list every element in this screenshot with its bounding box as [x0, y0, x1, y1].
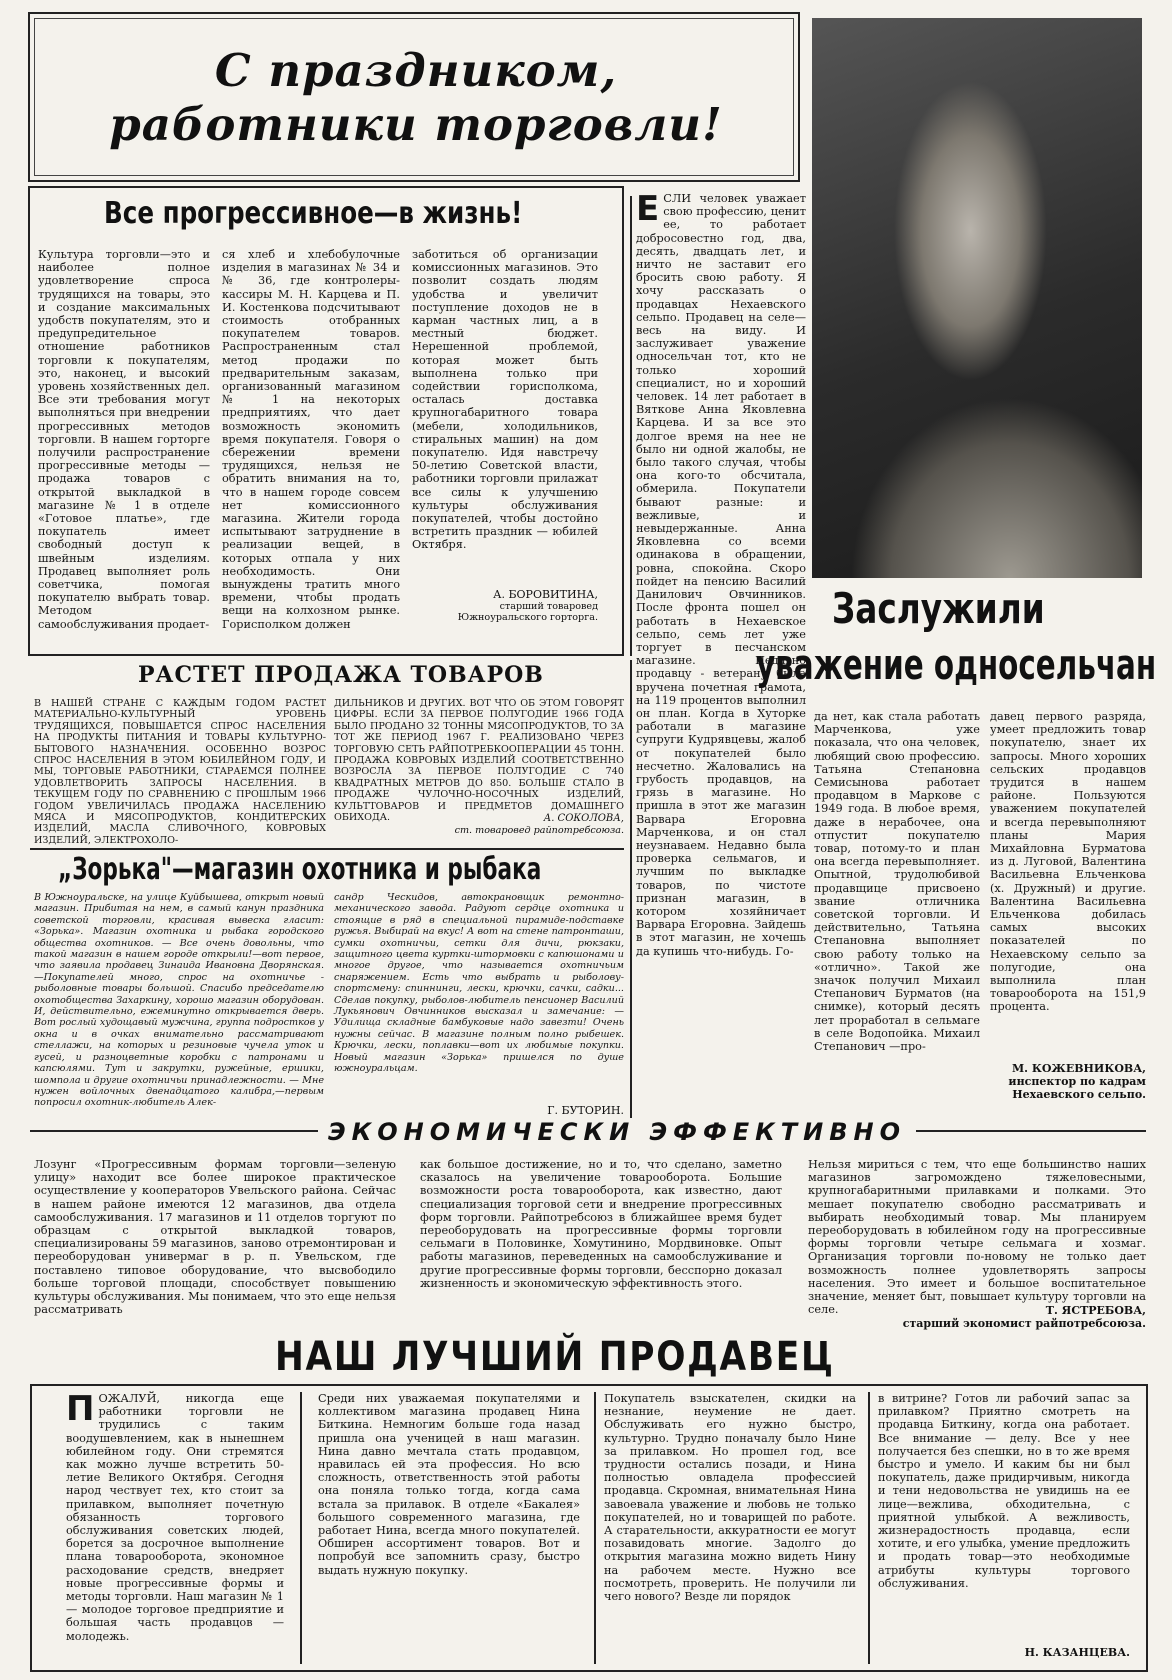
article-respect-headline-line1: Заслужили	[832, 584, 1045, 633]
article-progressive-col1: Культура торговли—это и наиболее полное удовлетворение спроса трудящихся на товары, это и создание максимальных удобств покупателям, это и предупредительное отношение работников торговли к покупателям, это, наконец, и высокий уровень хозяйственных дел. Все эти требования могут выполняться при внедрении прогрессивных методов торговли. В нашем горторге получили распространение прогрессивные методы — продажа товаров с открытой выкладкой в магазине № 1 в отделе «Готовое платье», где покупатель имеет свободный доступ к швейным изделиям. Продавец выполняет роль советчика, помогая покупателю выбрать товар. Методом самообслуживания продает-	[38, 248, 210, 631]
article-respect-col1-text: СЛИ человек уважает свою профессию, ценит ее, то работает добросовестно год, два, десять, двадцать лет, и ничто не заставит его бросить свою работу. Я хочу рассказать о продавцах Нехаевского сельпо. Продавец на селе—весь на виду. И заслуживает уважение односельчан тот, кто не только хороший специалист, но и хороший человек. 14 лет работает в Вяткове Анна Яковлевна Карцева. И за все это долгое время на нее не было ни одной жалобы, не было такого случая, чтобы она кого-то обсчитала, обмерила. Покупатели бывают разные: и вежливые, и невыдержанные. Анна Яковлевна со всеми одинакова в обращении, ровна, спокойна. Скоро пойдет на пенсию Василий Данилович Овчинников. После фронта пошел он работать в Нехаевское сельпо, семь лет уже торгует в песчанском магазине. Недавно продавцу - ветерану была вручена почетная грамота, на 119 процентов выполнил он план. Когда в Хуторке работали в магазине супруги Кудрявцевы, жалоб от покупателей было несчетно. Жаловались на грубость продавцов, на грязь в магазине. Но пришла в этот же магазин Варвара Егоровна Марченкова, и он стал неузнаваем. Недавно была проверка сельмагов, и лучшим по выкладке товаров, по чистоте признан магазин, в котором хозяйничает Варвара Егоровна. Зайдешь в этот магазин, не хочешь да купишь что-нибудь. Го-	[636, 192, 806, 958]
article-respect-col2: да нет, как стала работать Марченкова, уже показала, что она человек, любящий свою профессию. Татьяна Степановна Семисынова работает продавцом в Маркове с 1949 года. В любое время, даже в нерабочее, она отпустит покупателю товар, потому-то и план она всегда перевыполняет. Опытной, трудолюбивой продавщице присвоено звание отличника советской торговли. И действительно, Татьяна Степановна выполняет свою работу только на «отлично». Такой же значок получил Михаил Степанович Бурматов (на снимке), который десять лет проработал в сельмаге в селе Водопойка. Михаил Степанович —про-	[814, 710, 980, 1054]
seller-col-divider-2	[594, 1392, 596, 1664]
signature-position: старший товаровед Южноуральского горторга.	[457, 601, 598, 624]
signature-position: старший экономист райпотребсоюза.	[902, 1317, 1146, 1330]
article-respect-headline-line2: уважение односельчан	[756, 640, 1157, 689]
article-respect-signature	[960, 1062, 1146, 1101]
article-seller-col1-text: ОЖАЛУЙ, никогда еще работники торговли не трудились с таким воодушевлением, как в нынешнем юбилейном году. Они стремятся как можно лучше встретить 50-летие Великого Октября. Сегодня народ чествует тех, кто стоит за прилавком, выполняет почетную обязанность торгового обслуживания советских людей, борется за досрочное выполнение плана товарооборота, экономное расходование средств, внедряет новые прогрессивные формы и методы торговли. Наш магазин № 1 — молодое торговое предприятие и большая часть продавцов — молодежь.	[66, 1392, 284, 1643]
signature-name: Т. ЯСТРЕБОВА,	[1045, 1304, 1146, 1317]
article-economy-col3: Нельзя мириться с тем, что еще большинство наших магазинов загромождено тяжеловесными, крупногабаритными прилавками и полками. Это мешает покупателю свободно рассматривать и выбирать необходимый товар. Мы планируем переоборудовать в юбилейном году на прогрессивные формы торговли четыре сельмага и хозмаг. Организация торговли по-новому не только дает возможность полнее удовлетворять запросы населения. Это имеет и большое воспитательное значение, меняет быт, повышает культуру торговли на селе.	[808, 1158, 1146, 1317]
article-progressive-col2: ся хлеб и хлебобулочные изделия в магазинах № 34 и № 36, где контролеры-кассиры М. Н. Карцева и П. И. Костенкова подсчитывают стоимость отобранных покупателем товаров. Распространенным стал метод продажи по предварительным заказам, организованный магазином № 1 на некоторых предприятиях, что дает возможность экономить время покупателя. Говоря о сбережении времени трудящихся, нельзя не обратить внимания на то, что в нашем городе совсем нет комиссионного магазина. Жители города испытывают затруднение в реализации вещей, в которых отпала у них необходимость. Они вынуждены тратить много времени, чтобы продать вещи на колхозном рынке. Горисполком должен	[222, 248, 400, 631]
article-zorka-signature: Г. БУТОРИН.	[547, 1104, 624, 1117]
seller-col-divider-1	[300, 1392, 302, 1664]
article-seller-headline: НАШ ЛУЧШИЙ ПРОДАВЕЦ	[275, 1334, 835, 1380]
article-seller-col4: в витрине? Готов ли рабочий запас за прилавком? Приятно смотреть на продавца Биткину, когда она работает. Все внимание — делу. Все у нее получается без спешки, но в то же время быстро и умело. И каким бы ни был покупатель, даже придирчивым, никогда и тени недовольства не увидишь на ее лице—вежлива, обходительна, с приятной улыбкой. А вежливость, жизнерадостность продавца, если хотите, и его улыбка, умение предложить и продать товар—это необходимые атрибуты культуры торгового обслуживания.	[878, 1392, 1130, 1590]
divider-vertical-top	[630, 196, 632, 656]
article-zorka-col1: В Южноуральске, на улице Куйбышева, открыт новый магазин. Прибитая на нем, в самый канун праздника советской торговли, красивая вывеска гласит: «Зорька». Магазин охотника и рыбака городского общества охотников. — Все очень довольны, что такой магазин в нашем городе открыли!—вот первое, что заявила продавец Зинаида Ивановна Дворянская.—Покупателей много, спрос на охотничье - рыболовные товары большой. Спасибо председателю охотобщества Захаркину, хорошо магазин оборудован. И, действительно, ежеминутно открывается дверь. Вот рослый худощавый мужчина, группа подростков у окна и в очках внимательно рассматривают стеллажи, на которых и резиновые чучела уток и гусей, и разноцветные коробки с патронами и капсюлями. Тут и закрутки, ружейные, ершики, шомпола и другие охотничьи принадлежности. — Мне нужен войлочных двенадцатого калибра,—первым попросил охотник-любитель Алек-	[34, 892, 324, 1109]
article-zorka-col2: сандр Ческидов, автокрановщик ремонтно-механического завода. Радуют сердце охотника и стоящие в ряд в специальной пирамиде-подставке ружья. Выбирай на вкус! А вот на стене патронташи, сумки охотничьи, сетки для дичи, рюкзаки, защитного цвета куртки-штормовки с капюшонами и многое другое, что называется охотничьим снаряжением. Есть что выбрать и рыболову-спортсмену: спиннинги, лески, крючки, сачки, садки... Сделав покупку, рыболов-любитель пенсионер Василий Лукьянович Овчинников высказал и замечание: — Удилища складные бамбуковые надо завезти! Очень нужны сейчас. В магазине полным полно рыбешек. Крючки, лески, поплавки—вот их любимые покупки. Новый магазин «Зорька» пришелся по душе южноуральцам.	[334, 892, 624, 1075]
signature-name: М. КОЖЕВНИКОВА,	[1012, 1062, 1146, 1075]
seller-col-divider-3	[868, 1392, 870, 1664]
article-respect-col3: давец первого разряда, умеет предложить товар покупателю, знает их запросы. Много хороших сельских продавцов трудится в нашем районе. Пользуются уважением покупателей и всегда перевыполняют планы Мария Михайловна Бурматова из д. Луговой, Валентина Васильевна Ельченкова (х. Дружный) и другие. Валентина Васильевна Ельченкова добилась самых высоких показателей по Нехаевскому сельпо за полугодие, она выполнила план товарооборота на 151,9 процента.	[990, 710, 1146, 1014]
article-progressive-headline: Все прогрессивное—в жизнь!	[104, 196, 523, 231]
article-economy-col2: как большое достижение, но и то, что сделано, заметно сказалось на увеличение товарооборота. Большие возможности роста товарооборота, как известно, дают специализация торговой сети и внедрение прогрессивных форм торговли. Райпотребсоюз в ближайшее время будет переоборудовать на прогрессивные формы торговли сельмаги в Половинке, Хомутинино, Мордвиновке. Опыт работы магазинов, переведенных на самообслуживание и другие прогрессивные формы торговли, бесспорно доказал жизненность и экономическую эффективность этого.	[420, 1158, 782, 1290]
header-title-line2: работники торговли!	[109, 98, 723, 151]
article-seller-col1	[66, 1389, 284, 1664]
article-progressive-signature	[412, 588, 598, 624]
article-economy-col1: Лозунг «Прогрессивным формам торговли—зеленую улицу» находит все более широкое практическое осуществление у кооператоров Увельского района. Сейчас в нашем районе имеются 12 магазинов, два отдела самообслуживания. 17 магазинов и 11 отделов торгуют по образцам с открытой выкладкой товаров, специализированы 59 магазинов, заново отремонтирован и переоборудован универмаг в р. п. Увельском, где поставлено типовое оборудование, что высвободило больше торговой площади, способствует повышению культуры обслуживания. Мы понимаем, что это еще нельзя рассматривать	[34, 1158, 396, 1317]
article-sales-col2: ДИЛЬНИКОВ И ДРУГИХ. ВОТ ЧТО ОБ ЭТОМ ГОВОРЯТ ЦИФРЫ. ЕСЛИ ЗА ПЕРВОЕ ПОЛУГОДИЕ 1966 ГОДА БЫЛО ПРОДАНО 32 ТОННЫ МЯСОПРОДУКТОВ, ТО ЗА ТОТ ЖЕ ПЕРИОД 1967 Г. РЕАЛИЗОВАНО ЧЕРЕЗ ТОРГОВУЮ СЕТЬ РАЙПОТРЕБКООПЕРАЦИИ 45 ТОНН. ПРОДАЖА КОВРОВЫХ ИЗДЕЛИЙ СООТВЕТСТВЕННО ВОЗРОСЛА ЗА ПЕРВОЕ ПОЛУГОДИЕ С 740 КВАДРАТНЫХ МЕТРОВ ДО 850. БОЛЬШЕ СТАЛО В ПРОДАЖЕ ЧУЛОЧНО-НОСОЧНЫХ ИЗДЕЛИЙ, КУЛЬТТОВАРОВ И ПРЕДМЕТОВ ДОМАШНЕГО ОБИХОДА.	[334, 698, 624, 824]
header-title-line1: С праздником,	[214, 44, 618, 97]
article-seller-col3: Покупатель взыскателен, скидки на незнание, неумение не дает. Обслуживать его нужно быстро, культурно. Трудно поначалу было Нине за прилавком. Но прошел год, все трудности остались позади, и Нина полностью овладела профессией продавца. Скромная, внимательная Нина завоевала уважение и любовь не только покупателей, но и товарищей по работе. А старательности, аккуратности ее могут позавидовать многие. Задолго до открытия магазина можно видеть Нину на рабочем месте. Нужно все посмотреть, проверить. Не получили ли чего нового? Везде ли порядок	[604, 1392, 856, 1604]
article-sales-headline: РАСТЕТ ПРОДАЖА ТОВАРОВ	[138, 662, 544, 688]
article-economy-signature	[860, 1304, 1146, 1330]
signature-position: инспектор по кадрам Нехаевского сельпо.	[1008, 1075, 1146, 1101]
divider-sales	[30, 848, 624, 850]
article-economy-headline: ЭКОНОМИЧЕСКИ ЭФФЕКТИВНО	[318, 1118, 916, 1146]
article-zorka-headline: „Зорька"—магазин охотника и рыбака	[58, 852, 542, 887]
dropcap-letter: П	[66, 1389, 95, 1429]
signature-name: А. СОКОЛОВА,	[543, 813, 624, 824]
header-banner	[28, 12, 800, 182]
dropcap-letter: Е	[636, 189, 660, 229]
divider-vertical-left	[630, 660, 632, 1126]
signature-name: А. БОРОВИТИНА,	[493, 588, 598, 601]
article-sales-signature	[400, 812, 624, 836]
portrait-photo	[812, 18, 1142, 578]
article-seller-col2: Среди них уважаемая покупателями и коллективом магазина продавец Нина Биткина. Немногим больше года назад пришла она ученицей в наш магазин. Нина давно мечтала стать продавцом, нравилась ей эта профессия. Но всю сложность, ответственность этой работы она поняла только тогда, когда сама встала за прилавок. В отделе «Бакалея» большого современного магазина, где работает Нина, всегда много покупателей. Обширен ассортимент товаров. Вот и попробуй все запомнить сразу, быстро выдать нужную покупку.	[318, 1392, 580, 1577]
article-sales-col1: В НАШЕЙ СТРАНЕ С КАЖДЫМ ГОДОМ РАСТЕТ МАТЕРИАЛЬНО-КУЛЬТУРНЫЙ УРОВЕНЬ ТРУДЯЩИХСЯ, ПОВЫШАЕТСЯ СПРОС НАСЕЛЕНИЯ НА ПРОДУКТЫ ПИТАНИЯ И ТОВАРЫ КУЛЬТУРНО-БЫТОВОГО НАЗНАЧЕНИЯ. ОСОБЕННО ВОЗРОС СПРОС НАСЕЛЕНИЯ В ЭТОМ ЮБИЛЕЙНОМ ГОДУ, И МЫ, ТОРГОВЫЕ РАБОТНИКИ, СТАРАЕМСЯ ПОЛНЕЕ УДОВЛЕТВОРИТЬ ЗАПРОСЫ НАСЕЛЕНИЯ. В ТЕКУЩЕМ ГОДУ ПО СРАВНЕНИЮ С ПРОШЛЫМ 1966 ГОДОМ УВЕЛИЧИЛАСЬ ПРОДАЖА НАСЕЛЕНИЮ МЯСА И МЯСОПРОДУКТОВ, КОНДИТЕРСКИХ ИЗДЕЛИЙ, МАСЛА СЛИВОЧНОГО, КОВРОВЫХ ИЗДЕЛИЙ, ЭЛЕКТРОХОЛО-	[34, 698, 326, 846]
article-seller-signature: Н. КАЗАНЦЕВА.	[1024, 1646, 1130, 1659]
signature-position: ст. товаровед райпотребсоюза.	[454, 825, 624, 836]
article-progressive-col3: заботиться об организации комиссионных магазинов. Это позволит создать людям удобства и увеличит поступление доходов не в карман частных лиц, а в местный бюджет. Нерешенной проблемой, которая может быть выполнена только при содействии горисполкома, осталась доставка крупногабаритного товара (мебели, холодильников, стиральных машин) на дом покупателю. Идя навстречу 50-летию Советской власти, работники торговли прилажат все силы к улучшению культуры обслуживания покупателей, чтобы достойно встретить праздник — юбилей Октября.	[412, 248, 598, 552]
